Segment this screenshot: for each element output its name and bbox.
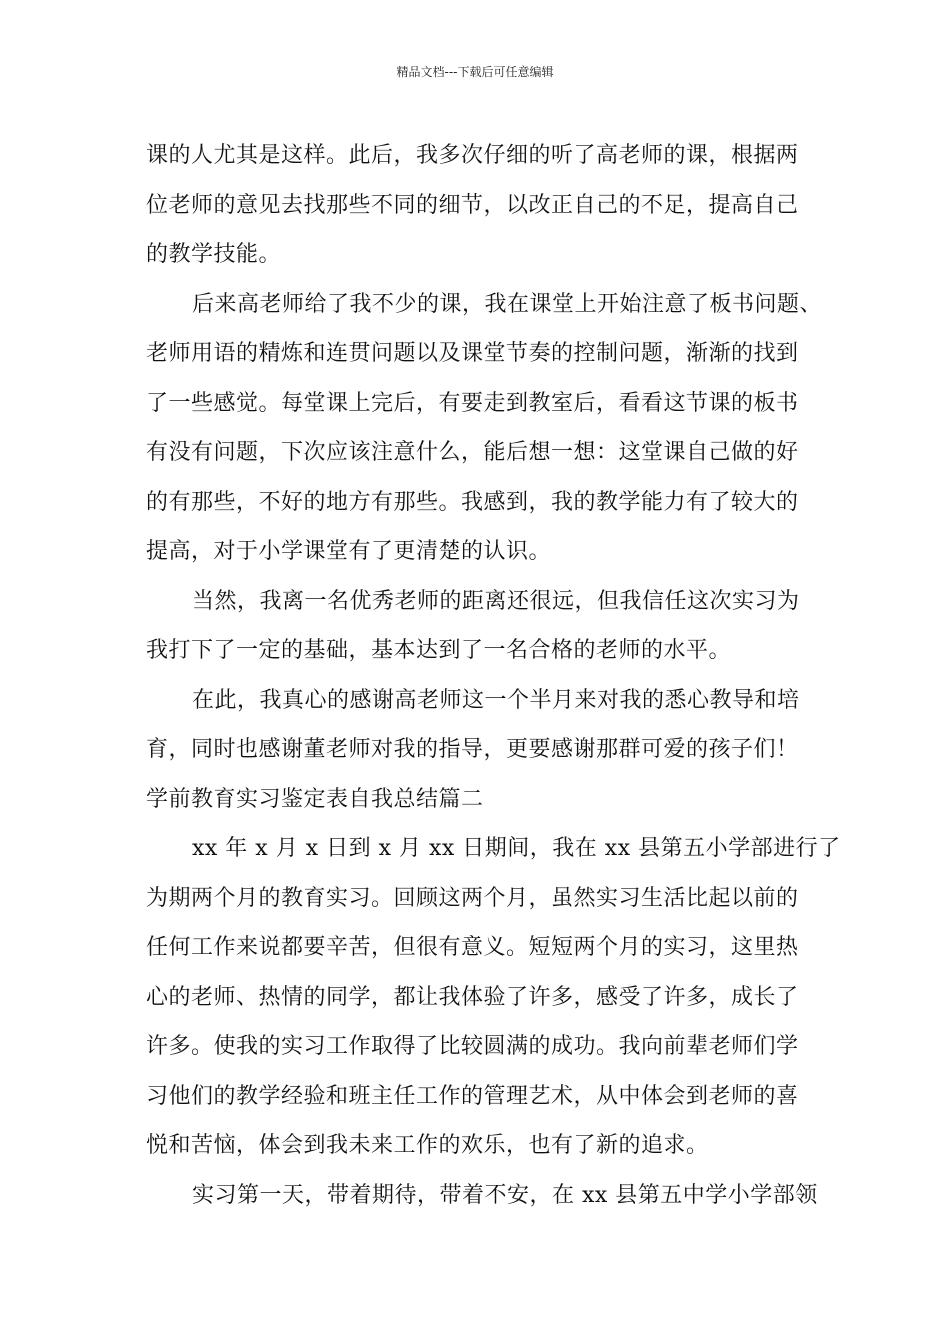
text-line: 当然，我离一名优秀老师的距离还很远，但我信任这次实习为 [192, 588, 800, 614]
text-line: 老师用语的精炼和连贯问题以及课堂节奏的控制问题，渐渐的找到 [146, 341, 799, 366]
text-line: 学前教育实习鉴定表自我总结篇二 [146, 786, 484, 812]
text-line: 许多。使我的实习工作取得了比较圆满的成功。我向前辈老师们学 [146, 1034, 799, 1059]
text-line: xx 年 x 月 x 日到 x 月 xx 日期间，我在 xx 县第五小学部进行了 [192, 836, 841, 861]
text-line: 提高，对于小学课堂有了更清楚的认识。 [146, 539, 552, 564]
page-header: 精品文档---下载后可任意编辑 [396, 65, 554, 79]
text-line: 为期两个月的教育实习。回顾这两个月，虽然实习生活比起以前的 [146, 885, 799, 911]
text-line: 后来高老师给了我不少的课，我在课堂上开始注意了板书问题、 [192, 291, 823, 317]
text-line: 的有那些，不好的地方有那些。我感到，我的教学能力有了较大的 [146, 489, 799, 515]
text-line: 悦和苦恼，体会到我未来工作的欢乐，也有了新的追求。 [146, 1133, 709, 1158]
text-line: 心的老师、热情的同学，都让我体验了许多，感受了许多，成长了 [146, 984, 799, 1010]
text-line: 了一些感觉。每堂课上完后，有要走到教室后，看看这节课的板书 [146, 390, 799, 416]
text-line: 习他们的教学经验和班主任工作的管理艺术，从中体会到老师的喜 [146, 1083, 799, 1109]
text-line: 实习第一天，带着期待，带着不安，在 xx 县第五中学小学部领 [192, 1182, 818, 1208]
body-text [146, 131, 841, 1220]
text-line: 的教学技能。 [146, 242, 282, 267]
text-line: 育，同时也感谢董老师对我的指导，更要感谢那群可爱的孩子们！ [146, 737, 799, 762]
text-line: 有没有问题，下次应该注意什么，能后想一想：这堂课自己做的好 [146, 440, 799, 465]
text-line: 我打下了一定的基础，基本达到了一名合格的老师的水平。 [146, 638, 732, 663]
text-line: 在此，我真心的感谢高老师这一个半月来对我的悉心教导和培 [192, 687, 800, 713]
text-line: 位老师的意见去找那些不同的细节，以改正自己的不足，提高自己 [146, 192, 799, 218]
text-line: 课的人尤其是这样。此后，我多次仔细的听了高老师的课，根据两 [146, 143, 799, 168]
text-line: 任何工作来说都要辛苦，但很有意义。短短两个月的实习，这里热 [146, 935, 799, 960]
